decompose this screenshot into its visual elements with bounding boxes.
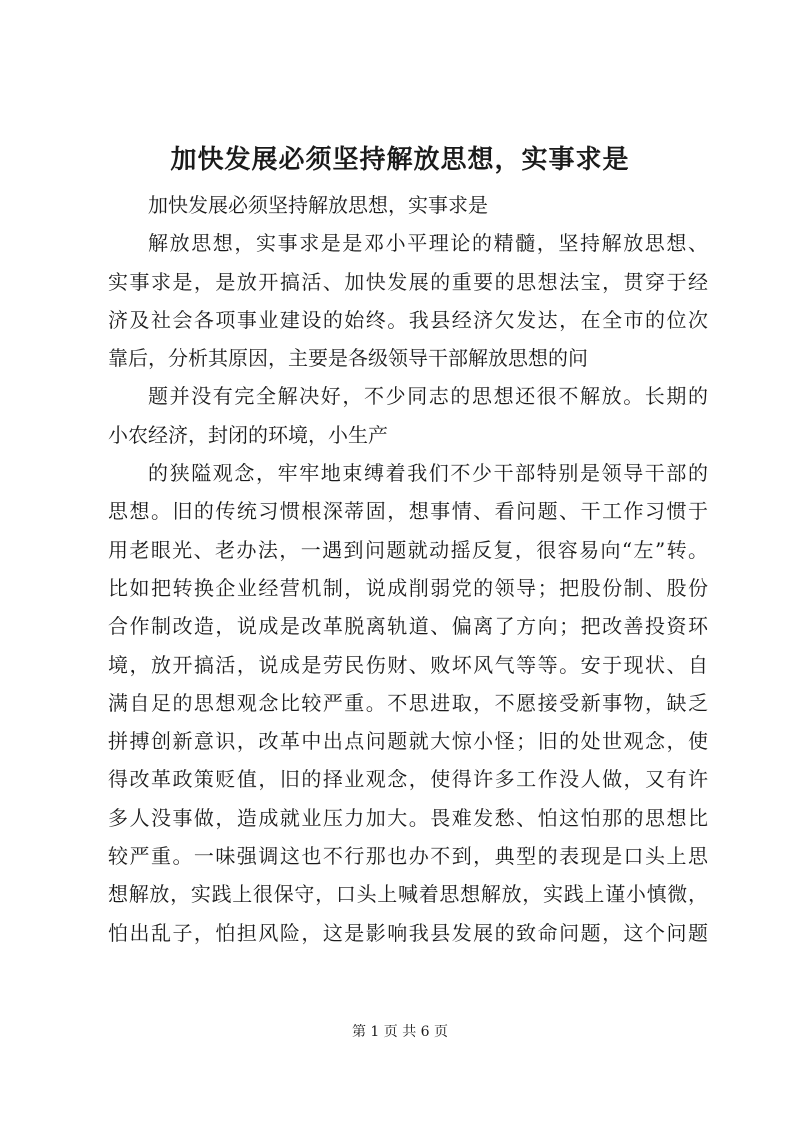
body-line: 想解放，实践上很保守，口头上喊着思想解放，实践上谨小慎微， <box>108 882 708 907</box>
body-line: 用老眼光、老办法，一遇到问题就动摇反复，很容易向“左”转。 <box>108 537 708 562</box>
body-line: 怕出乱子，怕担风险，这是影响我县发展的致命问题，这个问题 <box>108 920 708 945</box>
body-line: 济及社会各项事业建设的始终。我县经济欠发达，在全市的位次 <box>108 307 708 332</box>
body-line: 思想。旧的传统习惯根深蒂固，想事情、看问题、干工作习惯于 <box>108 499 708 524</box>
body-line: 多人没事做，造成就业压力加大。畏难发愁、怕这怕那的思想比 <box>108 805 708 830</box>
body-line: 境，放开搞活，说成是劳民伤财、败坏风气等等。安于现状、自 <box>108 652 708 677</box>
document-title: 加快发展必须坚持解放思想，实事求是 <box>170 145 630 175</box>
body-line: 加快发展必须坚持解放思想，实事求是 <box>148 193 488 217</box>
body-line: 比如把转换企业经营机制，说成削弱党的领导；把股份制、股份 <box>108 575 708 600</box>
body-line: 解放思想，实事求是是邓小平理论的精髓，坚持解放思想、 <box>148 231 708 256</box>
body-line: 靠后，分析其原因，主要是各级领导干部解放思想的问 <box>108 346 588 371</box>
body-line: 合作制改造，说成是改革脱离轨道、偏离了方向；把改善投资环 <box>108 614 708 639</box>
body-line: 得改革政策贬值，旧的择业观念，使得许多工作没人做，又有许 <box>108 767 708 792</box>
body-line: 题并没有完全解决好，不少同志的思想还很不解放。长期的 <box>148 384 708 409</box>
body-line: 的狭隘观念，牢牢地束缚着我们不少干部特别是领导干部的 <box>148 461 708 486</box>
body-line: 实事求是，是放开搞活、加快发展的重要的思想法宝，贯穿于经 <box>108 269 708 294</box>
body-line: 拼搏创新意识，改革中出点问题就大惊小怪；旧的处世观念，使 <box>108 729 708 754</box>
body-line: 满自足的思想观念比较严重。不思进取，不愿接受新事物，缺乏 <box>108 690 708 715</box>
body-line: 小农经济，封闭的环境，小生产 <box>108 422 388 447</box>
body-line: 较严重。一味强调这也不行那也办不到，典型的表现是口头上思 <box>108 844 708 869</box>
page-number-footer: 第 1 页 共 6 页 <box>351 1024 449 1040</box>
document-body <box>108 186 708 952</box>
